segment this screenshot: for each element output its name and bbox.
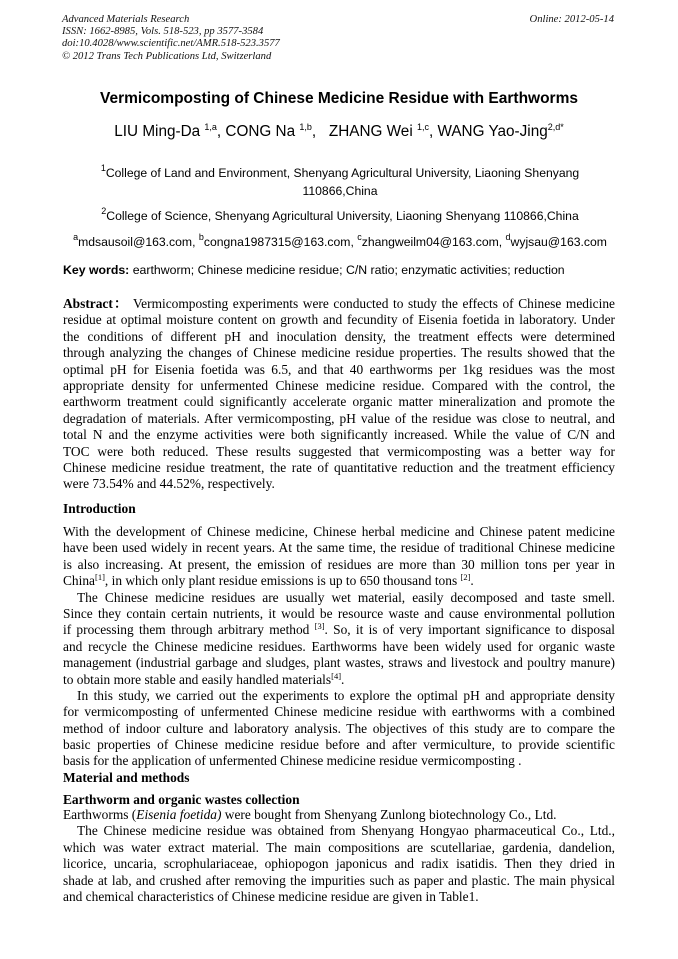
email-mark: c (357, 232, 362, 242)
text: if processing them through arbitrary method (63, 622, 315, 638)
keywords-text: earthworm; Chinese medicine residue; C/N ratio; enzymatic activities; reduction (129, 263, 565, 277)
text-line: and chemical characteristics of Chinese medicine residue are given in Table1. (63, 888, 479, 904)
text-line: which was water extract material. The main compositions are scutellariae, gardenia, dandelion, (63, 839, 615, 855)
citation-ref[interactable]: [2] (460, 572, 471, 583)
abstract-text: Vermicomposting experiments were conducted to study the effects of Chinese medicine (128, 296, 615, 311)
abstract-label: Abstract： (63, 296, 129, 311)
text-line (63, 573, 615, 589)
text: to obtain more stable and easily handled materials (63, 671, 332, 687)
species-name: Eisenia foetida) (136, 807, 222, 822)
author-affiliation-mark: 1,b (299, 122, 312, 132)
text-line: basis for the application of unfermented Chinese medicine residue vermicomposting . (63, 753, 522, 769)
text-line: management (industrial garbage and sludges, plant wastes, straws and livestock and poultry manure) (63, 655, 615, 671)
author: ZHANG Wei (328, 123, 417, 140)
text-line: for vermicomposting of unfermented Chinese medicine residue with earthworms with a combined (63, 704, 615, 720)
text-line: basic properties of Chinese medicine residue before and after vermiculture, to provide scientific (63, 737, 615, 753)
abstract-line: TOC were both reduced. These results suggested that vermicomposting was a better way for (63, 443, 615, 459)
text-line: and recycle the Chinese medicine residues. Earthworms have been widely used for organic waste (63, 638, 615, 654)
text: . (470, 573, 474, 589)
affiliation-text: 110866,China (302, 184, 378, 198)
email-link[interactable]: mdsausoil@163.com (78, 235, 193, 249)
issn: ISSN: 1662-8985, Vols. 518-523, pp 3577-3584 (62, 26, 264, 38)
email-link[interactable]: zhangweilm04@163.com (361, 235, 499, 249)
online-date: Online: 2012-05-14 (529, 14, 614, 25)
text: were bought from Shenyang Zunlong biotechnology Co., Ltd. (221, 807, 557, 822)
text: . (341, 671, 345, 687)
separator: , (498, 235, 506, 249)
text: . So, it is of very important significance to disposal (324, 622, 615, 638)
citation-ref[interactable]: [4] (331, 670, 342, 681)
text: Earthworms ( (63, 807, 137, 822)
author-affiliation-mark: 1,c (416, 122, 429, 132)
paper-title: Vermicomposting of Chinese Medicine Residue with Earthworms (99, 90, 578, 107)
text-line: The Chinese medicine residues are usually wet material, easily decomposed and taste smell. (77, 589, 615, 605)
email-mark: a (73, 232, 79, 242)
text-line: have been used widely in recent years. At the same time, the residue of traditional Chinese medicine (63, 540, 615, 556)
affiliation-text: College of Science, Shenyang Agricultural University, Liaoning Shenyang 110866,China (106, 209, 579, 223)
text-line: The Chinese medicine residue was obtained from Shenyang Hongyao pharmaceutical Co., Ltd., (77, 823, 615, 839)
abstract-line (63, 296, 615, 312)
journal-name: Advanced Materials Research (62, 14, 190, 25)
section-heading-methods: Material and methods (63, 770, 190, 785)
keywords-label: Key words: (63, 263, 130, 277)
affiliation-1 (60, 164, 620, 200)
affiliation-text: College of Land and Environment, Shenyang Agricultural University, Liaoning Shenyang (105, 166, 580, 180)
abstract (63, 296, 615, 493)
subsection-heading: Earthworm and organic wastes collection (63, 792, 300, 807)
abstract-line: total N and the enzyme activities were both significantly increased. While the value of C/N and (63, 427, 615, 443)
email-mark: b (198, 232, 204, 242)
text: , in which only plant residue emissions is up to 650 thousand tons (104, 573, 461, 589)
abstract-line: earthworm treatment could significantly accelerate organic matter mineralization and promote the (63, 394, 615, 410)
citation-ref[interactable]: [3] (314, 621, 325, 632)
abstract-line: degradation of materials. After vermicomposting, pH value of the residue was close to neutral, and (63, 410, 615, 426)
author: LIU Ming-Da (114, 123, 205, 140)
text-line: Since they contain certain nutrients, it would be resource waste and cause environmental pollution (63, 605, 615, 621)
affiliation-mark: 2 (101, 206, 107, 216)
email-link[interactable]: congna1987315@163.com (203, 235, 351, 249)
doi: doi:10.4028/www.scientific.net/AMR.518-523.3577 (62, 38, 280, 50)
text-line: shade at lab, and crushed after removing the impurities such as paper and plastic. The main physical (63, 872, 615, 888)
abstract-line: through analyzing the changes of Chinese medicine residue properties. The results showed that the (63, 345, 615, 361)
abstract-line: residue at optimal moisture content on growth and fecundity of Eisenia foetida in laboratory. Under (63, 312, 615, 328)
text-line: is also increasing. At present, the emission of residues are more than 30 million tons per year in (63, 556, 615, 572)
introduction-body (63, 524, 615, 770)
abstract-line: were 73.54% and 44.52%, respectively. (63, 476, 275, 492)
author-affiliation-mark: 2,d* (547, 122, 564, 132)
text: China (63, 573, 95, 589)
separator: , (216, 123, 226, 140)
text-line (63, 807, 615, 823)
keywords (63, 263, 565, 277)
affiliation-2 (60, 207, 620, 225)
text-line: method of indoor culture and laboratory analysis. The objectives of this study are to compare the (63, 720, 615, 736)
text-line (63, 622, 615, 638)
section-heading-introduction: Introduction (63, 501, 136, 516)
author: CONG Na (225, 123, 300, 140)
text-line (63, 672, 615, 688)
citation-ref[interactable]: [1] (95, 572, 105, 583)
text-line: With the development of Chinese medicine, Chinese herbal medicine and Chinese patent medicine (63, 524, 615, 539)
email-mark: d (505, 232, 511, 242)
abstract-line: the conditions of different pH and inoculation density, the treatment effects were determined (63, 328, 615, 344)
author-list (0, 123, 678, 141)
abstract-line: appropriate density for unfermented Chinese medicine residue. Compared with the control, the (63, 377, 615, 393)
email-link[interactable]: wyjsau@163.com (510, 235, 607, 249)
separator: , (311, 123, 329, 140)
separator: , (192, 235, 199, 249)
text-line: In this study, we carried out the experiments to explore the optimal pH and appropriate density (77, 687, 615, 703)
methods-body (63, 807, 615, 905)
author-emails (40, 233, 640, 251)
author-affiliation-mark: 1,a (204, 122, 217, 132)
copyright: © 2012 Trans Tech Publications Ltd, Switzerland (62, 50, 272, 62)
separator: , (350, 235, 358, 249)
separator: , (428, 123, 438, 140)
abstract-line: Chinese medicine residue treatment, the rate of quantitative reduction and the treatment efficiency (63, 459, 615, 475)
journal-header (62, 14, 280, 63)
author: WANG Yao-Jing (437, 123, 548, 140)
abstract-line: optimal pH for Eisenia foetida was 6.5, and that 40 earthworms per 1kg residues was the most (63, 361, 615, 377)
affiliation-mark: 1 (100, 163, 106, 173)
text-line: licorice, uncaria, scrophulariaceae, ophiopogon japonicus and radix isatidis. Then they dried in (63, 856, 615, 872)
